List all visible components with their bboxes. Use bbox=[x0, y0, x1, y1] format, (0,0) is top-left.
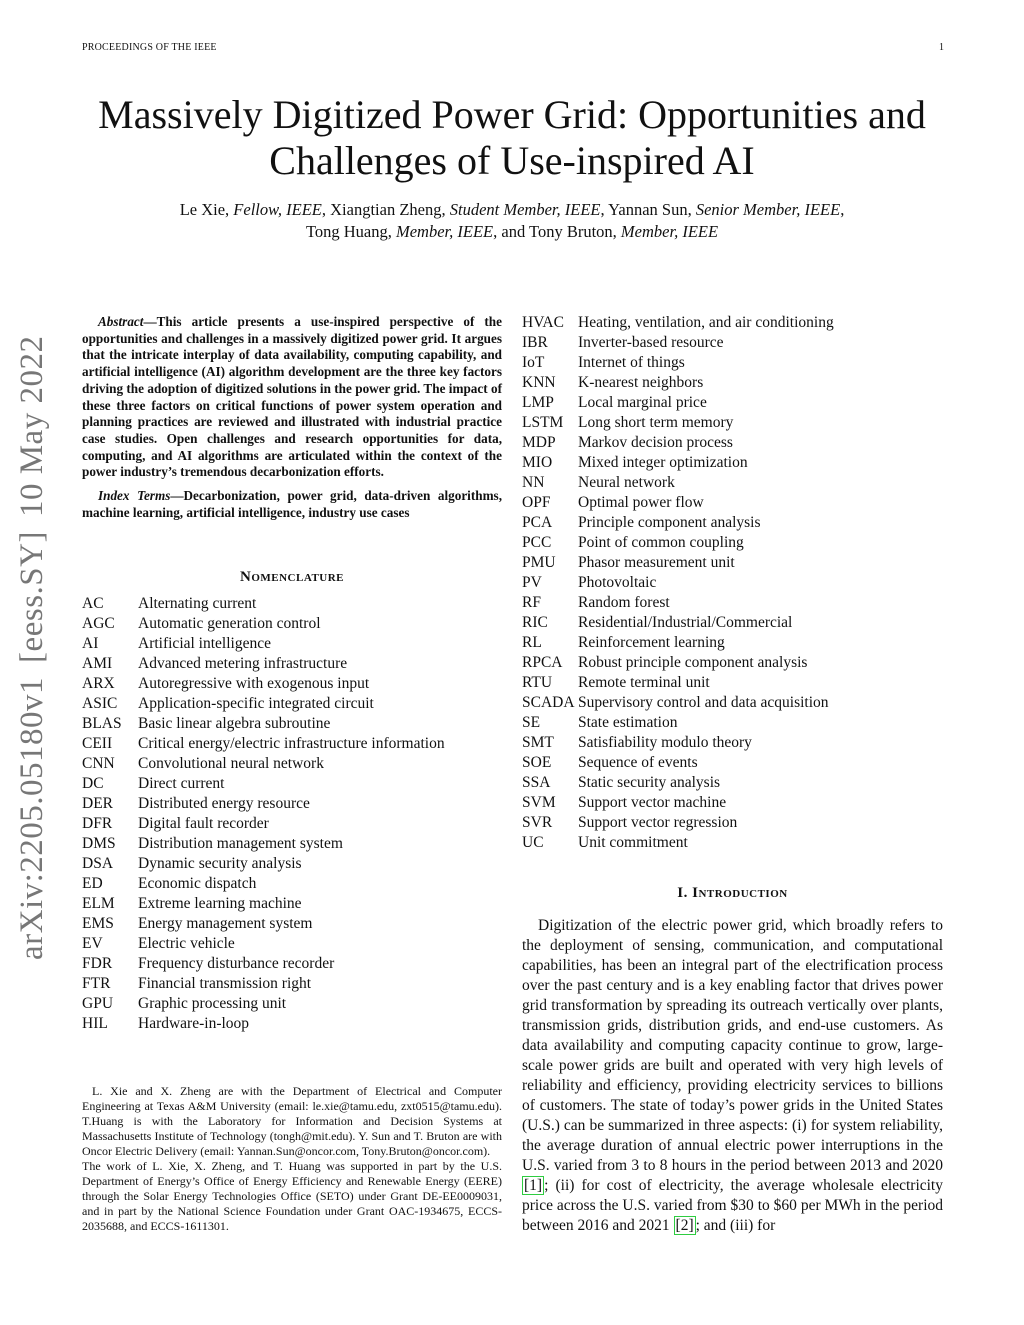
index-terms bbox=[82, 488, 502, 521]
nomenclature-abbr: SOE bbox=[522, 754, 552, 771]
nomenclature-abbr: PMU bbox=[522, 554, 556, 571]
nomenclature-entry bbox=[522, 553, 943, 573]
nomenclature-entry bbox=[522, 753, 943, 773]
intro-text-b: ; (ii) for cost of electricity, the average wholesale electricity price across the U.S. varied from $30 to $60 per MWh in the period between 2016 and 2021 bbox=[522, 1177, 943, 1234]
nomenclature-definition: Direct current bbox=[138, 775, 225, 793]
nomenclature-entry bbox=[522, 333, 943, 353]
nomenclature-abbr: HIL bbox=[82, 1015, 108, 1033]
nomenclature-definition: Advanced metering infrastructure bbox=[138, 655, 348, 673]
nomenclature-definition: Local marginal price bbox=[578, 394, 707, 411]
nomenclature-entry bbox=[82, 934, 502, 954]
nomenclature-definition: Residential/Industrial/Commercial bbox=[578, 614, 793, 631]
nomenclature-entry bbox=[82, 754, 502, 774]
nomenclature-entry bbox=[522, 493, 943, 513]
nomenclature-entry bbox=[82, 614, 502, 634]
nomenclature-definition: Point of common coupling bbox=[578, 534, 744, 551]
nomenclature-abbr: UC bbox=[522, 834, 544, 851]
intro-text-c: ; and (iii) for bbox=[695, 1217, 776, 1234]
nomenclature-definition: Graphic processing unit bbox=[138, 995, 287, 1013]
nomenclature-definition: Hardware-in-loop bbox=[138, 1015, 250, 1033]
nomenclature-abbr: RPCA bbox=[522, 654, 563, 671]
nomenclature-entry bbox=[82, 774, 502, 794]
author-role: Student Member, IEEE bbox=[449, 200, 601, 219]
author-name: Yannan Sun bbox=[608, 200, 688, 219]
nomenclature-abbr: ASIC bbox=[82, 695, 118, 713]
nomenclature-abbr: RF bbox=[522, 594, 541, 611]
nomenclature-entry bbox=[522, 473, 943, 493]
nomenclature-definition: Autoregressive with exogenous input bbox=[138, 675, 370, 693]
nomenclature-entry bbox=[522, 733, 943, 753]
abstract bbox=[82, 314, 502, 481]
nomenclature-abbr: LSTM bbox=[522, 414, 564, 431]
running-head: PROCEEDINGS OF THE IEEE bbox=[82, 42, 217, 53]
nomenclature-definition: Frequency disturbance recorder bbox=[138, 955, 335, 973]
nomenclature-entry bbox=[522, 693, 943, 713]
nomenclature-definition: Alternating current bbox=[138, 595, 257, 613]
nomenclature-abbr: SSA bbox=[522, 774, 551, 791]
nomenclature-abbr: GPU bbox=[82, 995, 114, 1013]
nomenclature-abbr: ED bbox=[82, 875, 103, 893]
author-name: Xiangtian Zheng bbox=[330, 200, 442, 219]
index-terms-text: —Decarbonization, power grid, data-driven algorithms, machine learning, artificial intelligence, industry use cases bbox=[82, 488, 502, 520]
nomenclature-abbr: DMS bbox=[82, 835, 116, 853]
introduction-paragraph bbox=[522, 916, 943, 1236]
author-role: Member, IEEE bbox=[395, 222, 494, 241]
nomenclature-entry bbox=[82, 734, 502, 754]
title-line-2: Challenges of Use-inspired AI bbox=[269, 138, 755, 183]
abstract-text: —This article presents a use-inspired perspective of the opportunities and challenges in a massively digitized power grid. It argues that the intricate interplay of data availability, computing capability, and artificial intelligence (AI) algorithm development are the three key factors driving the adoption of digitized solutions in the power grid. The impact of these three factors on critical functions of power system operation and planning practices are reviewed and illustrated with industrial practice case studies. Open challenges and research opportunities for data, computing, and AI algorithms are articulated within the context of the power industry’s tremendous decarbonization efforts. bbox=[82, 314, 502, 480]
nomenclature-abbr: DER bbox=[82, 795, 113, 813]
nomenclature-abbr: LMP bbox=[522, 394, 554, 411]
arxiv-id[interactable]: arXiv:2205.05180v1 bbox=[14, 676, 50, 960]
nomenclature-abbr: BLAS bbox=[82, 715, 122, 733]
nomenclature-definition: Extreme learning machine bbox=[138, 895, 302, 913]
nomenclature-abbr: RTU bbox=[522, 674, 553, 691]
nomenclature-entry bbox=[522, 373, 943, 393]
nomenclature-definition: Digital fault recorder bbox=[138, 815, 269, 833]
author-name: Tong Huang bbox=[305, 222, 388, 241]
nomenclature-abbr: IBR bbox=[522, 334, 548, 351]
nomenclature-definition: Random forest bbox=[578, 594, 670, 611]
nomenclature-abbr: HVAC bbox=[522, 314, 564, 331]
nomenclature-entry bbox=[522, 793, 943, 813]
nomenclature-definition: Remote terminal unit bbox=[578, 674, 710, 691]
nomenclature-definition: Phasor measurement unit bbox=[578, 554, 735, 571]
nomenclature-definition: Basic linear algebra subroutine bbox=[138, 715, 331, 733]
introduction-title: I. Introduction bbox=[677, 885, 788, 901]
index-terms-label: Index Terms bbox=[98, 488, 171, 504]
nomenclature-abbr: SVM bbox=[522, 794, 556, 811]
nomenclature-entry bbox=[522, 573, 943, 593]
nomenclature-abbr: AC bbox=[82, 595, 104, 613]
author-name: Le Xie bbox=[179, 200, 226, 219]
nomenclature-abbr: RL bbox=[522, 634, 542, 651]
nomenclature-abbr: PV bbox=[522, 574, 542, 591]
nomenclature-entry bbox=[82, 674, 502, 694]
nomenclature-definition: Neural network bbox=[578, 474, 675, 491]
nomenclature-abbr: SMT bbox=[522, 734, 554, 751]
author-role: Member, IEEE bbox=[620, 222, 719, 241]
author-role: Fellow, IEEE bbox=[233, 200, 322, 219]
nomenclature-definition: Critical energy/electric infrastructure information bbox=[138, 735, 445, 753]
nomenclature-entry bbox=[82, 654, 502, 674]
nomenclature-abbr: EV bbox=[82, 935, 103, 953]
nomenclature-list-right bbox=[522, 313, 943, 853]
nomenclature-abbr: PCC bbox=[522, 534, 552, 551]
nomenclature-entry bbox=[82, 874, 502, 894]
nomenclature-abbr: MIO bbox=[522, 454, 553, 471]
citation-link[interactable]: [1] bbox=[524, 1177, 543, 1194]
nomenclature-entry bbox=[522, 393, 943, 413]
nomenclature-definition: Supervisory control and data acquisition bbox=[578, 694, 829, 711]
nomenclature-definition: Energy management system bbox=[138, 915, 313, 933]
nomenclature-definition: Robust principle component analysis bbox=[578, 654, 808, 671]
nomenclature-definition: Dynamic security analysis bbox=[138, 855, 302, 873]
nomenclature-entry bbox=[82, 634, 502, 654]
nomenclature-definition: Support vector machine bbox=[578, 794, 727, 811]
nomenclature-entry bbox=[522, 673, 943, 693]
paper-title bbox=[60, 92, 964, 184]
author-list: Le Xie, Fellow, IEEE, Xiangtian Zheng, Student Member, IEEE, Yannan Sun, Senior Member, IEEE, Tong Huang, Member, IEEE, and Tony Bruton, Member, IEEE bbox=[179, 200, 845, 241]
nomenclature-title: Nomenclature bbox=[239, 569, 345, 586]
nomenclature-entry bbox=[522, 633, 943, 653]
author-name: Tony Bruton bbox=[529, 222, 613, 241]
nomenclature-abbr: SCADA bbox=[522, 694, 575, 711]
nomenclature-definition: Distribution management system bbox=[138, 835, 343, 853]
footnote-affiliations: L. Xie and X. Zheng are with the Department of Electrical and Computer Engineering at Texas A&M University (email: le.xie@tamu.edu, zxt0515@tamu.edu). T.Huang is with the Laboratory for Information and Decision Systems at Massachusetts Institute of Technology (tongh@mit.edu). Y. Sun and T. Bruton are with Oncor Electric Delivery (email: Yannan.Sun@oncor.com, Tony.Bruton@oncor.com). bbox=[82, 1084, 502, 1158]
nomenclature-entry bbox=[82, 914, 502, 934]
nomenclature-definition: Internet of things bbox=[578, 354, 685, 371]
abstract-label: Abstract bbox=[98, 314, 144, 329]
nomenclature-entry bbox=[522, 813, 943, 833]
nomenclature-definition: State estimation bbox=[578, 714, 678, 731]
nomenclature-abbr: CEII bbox=[82, 735, 113, 753]
nomenclature-entry bbox=[522, 613, 943, 633]
nomenclature-abbr: OPF bbox=[522, 494, 551, 511]
nomenclature-abbr: AMI bbox=[82, 655, 113, 673]
nomenclature-abbr: FTR bbox=[82, 975, 111, 993]
left-column bbox=[82, 314, 502, 1034]
nomenclature-abbr: IoT bbox=[522, 354, 545, 371]
nomenclature-abbr: ARX bbox=[82, 675, 115, 693]
nomenclature-definition: Long short term memory bbox=[578, 414, 734, 431]
nomenclature-entry bbox=[522, 433, 943, 453]
arxiv-category: [eess.SY] bbox=[14, 531, 50, 663]
nomenclature-entry bbox=[522, 713, 943, 733]
nomenclature-definition: Reinforcement learning bbox=[578, 634, 725, 651]
nomenclature-entry bbox=[522, 593, 943, 613]
nomenclature-entry bbox=[522, 773, 943, 793]
footnote-funding: The work of L. Xie, X. Zheng, and T. Huang was supported in part by the U.S. Department of Energy’s Office of Energy Efficiency and Renewable Energy (EERE) through the Solar Energy Technologies Office (SETO) under Grant DE-EE0009031, and in part by the National Science Foundation under Grant OAC-1934675, ECCS-2035688, and ECCS-1611301. bbox=[82, 1159, 502, 1233]
nomenclature-abbr: PCA bbox=[522, 514, 553, 531]
nomenclature-definition: Heating, ventilation, and air conditioning bbox=[578, 314, 834, 331]
nomenclature-definition: Electric vehicle bbox=[138, 935, 235, 953]
nomenclature-definition: Distributed energy resource bbox=[138, 795, 310, 813]
nomenclature-entry bbox=[522, 413, 943, 433]
nomenclature-definition: Economic dispatch bbox=[138, 875, 257, 893]
citation-link[interactable]: [2] bbox=[675, 1217, 694, 1234]
nomenclature-entry bbox=[82, 854, 502, 874]
nomenclature-entry bbox=[82, 694, 502, 714]
nomenclature-definition: Automatic generation control bbox=[138, 615, 321, 633]
nomenclature-entry bbox=[82, 714, 502, 734]
nomenclature-abbr: SVR bbox=[522, 814, 553, 831]
nomenclature-abbr: EMS bbox=[82, 915, 114, 933]
nomenclature-entry bbox=[82, 1014, 502, 1034]
author-role: Senior Member, IEEE bbox=[695, 200, 841, 219]
footnote bbox=[82, 1084, 502, 1234]
nomenclature-abbr: FDR bbox=[82, 955, 113, 973]
nomenclature-entry bbox=[82, 794, 502, 814]
nomenclature-entry bbox=[522, 353, 943, 373]
nomenclature-definition: Financial transmission right bbox=[138, 975, 312, 993]
nomenclature-entry bbox=[522, 453, 943, 473]
nomenclature-entry bbox=[82, 814, 502, 834]
nomenclature-entry bbox=[82, 894, 502, 914]
nomenclature-entry bbox=[522, 833, 943, 853]
nomenclature-list-left bbox=[82, 594, 502, 1034]
nomenclature-abbr: AI bbox=[82, 635, 99, 653]
title-line-1: Massively Digitized Power Grid: Opportunities and bbox=[98, 92, 926, 137]
arxiv-watermark bbox=[14, 322, 51, 960]
nomenclature-definition: K-nearest neighbors bbox=[578, 374, 704, 391]
nomenclature-abbr: SE bbox=[522, 714, 541, 731]
nomenclature-entry bbox=[522, 533, 943, 553]
nomenclature-definition: Inverter-based resource bbox=[578, 334, 724, 351]
nomenclature-definition: Sequence of events bbox=[578, 754, 698, 771]
nomenclature-definition: Principle component analysis bbox=[578, 514, 761, 531]
nomenclature-entry bbox=[82, 994, 502, 1014]
nomenclature-abbr: RIC bbox=[522, 614, 548, 631]
nomenclature-entry bbox=[82, 834, 502, 854]
nomenclature-abbr: KNN bbox=[522, 374, 556, 391]
nomenclature-entry bbox=[522, 653, 943, 673]
nomenclature-abbr: DFR bbox=[82, 815, 113, 833]
nomenclature-definition: Artificial intelligence bbox=[138, 635, 271, 653]
nomenclature-abbr: CNN bbox=[82, 755, 115, 773]
nomenclature-definition: Satisfiability modulo theory bbox=[578, 734, 752, 751]
nomenclature-definition: Support vector regression bbox=[578, 814, 738, 831]
nomenclature-definition: Static security analysis bbox=[578, 774, 721, 791]
right-column bbox=[522, 313, 943, 1236]
page-number: 1 bbox=[939, 42, 944, 53]
nomenclature-definition: Photovoltaic bbox=[578, 574, 657, 591]
nomenclature-definition: Optimal power flow bbox=[578, 494, 704, 511]
nomenclature-abbr: ELM bbox=[82, 895, 115, 913]
nomenclature-definition: Markov decision process bbox=[578, 434, 733, 451]
nomenclature-entry bbox=[82, 954, 502, 974]
nomenclature-entry bbox=[522, 513, 943, 533]
nomenclature-definition: Convolutional neural network bbox=[138, 755, 324, 773]
nomenclature-abbr: DC bbox=[82, 775, 104, 793]
intro-text-a: Digitization of the electric power grid, which broadly refers to the deployment of sensing, communication, and computational capabilities, has been an integral part of the electrification process over the past century and is a key enabling factor that drives power grid transformation by spreading its outreach vertically over plants, transmission grids, distribution grids, and end-use customers. As data availability and computing capacity continue to grow, large-scale power grids are built and operated with very high levels of reliability and efficiency, providing electricity services to billions of customers. The state of today’s power grids in the United States (U.S.) can be summarized in three aspects: (i) for system reliability, the average duration of annual electric power interruptions in the U.S. varied from 3 to 8 hours in the period between 2013 and 2020 bbox=[522, 917, 943, 1174]
nomenclature-definition: Application-specific integrated circuit bbox=[138, 695, 374, 713]
nomenclature-abbr: DSA bbox=[82, 855, 114, 873]
nomenclature-entry bbox=[522, 313, 943, 333]
arxiv-date: 10 May 2022 bbox=[14, 335, 50, 518]
nomenclature-definition: Unit commitment bbox=[578, 834, 688, 851]
nomenclature-definition: Mixed integer optimization bbox=[578, 454, 748, 471]
nomenclature-entry bbox=[82, 594, 502, 614]
nomenclature-abbr: AGC bbox=[82, 615, 115, 633]
nomenclature-entry bbox=[82, 974, 502, 994]
nomenclature-abbr: MDP bbox=[522, 434, 556, 451]
nomenclature-abbr: NN bbox=[522, 474, 545, 491]
